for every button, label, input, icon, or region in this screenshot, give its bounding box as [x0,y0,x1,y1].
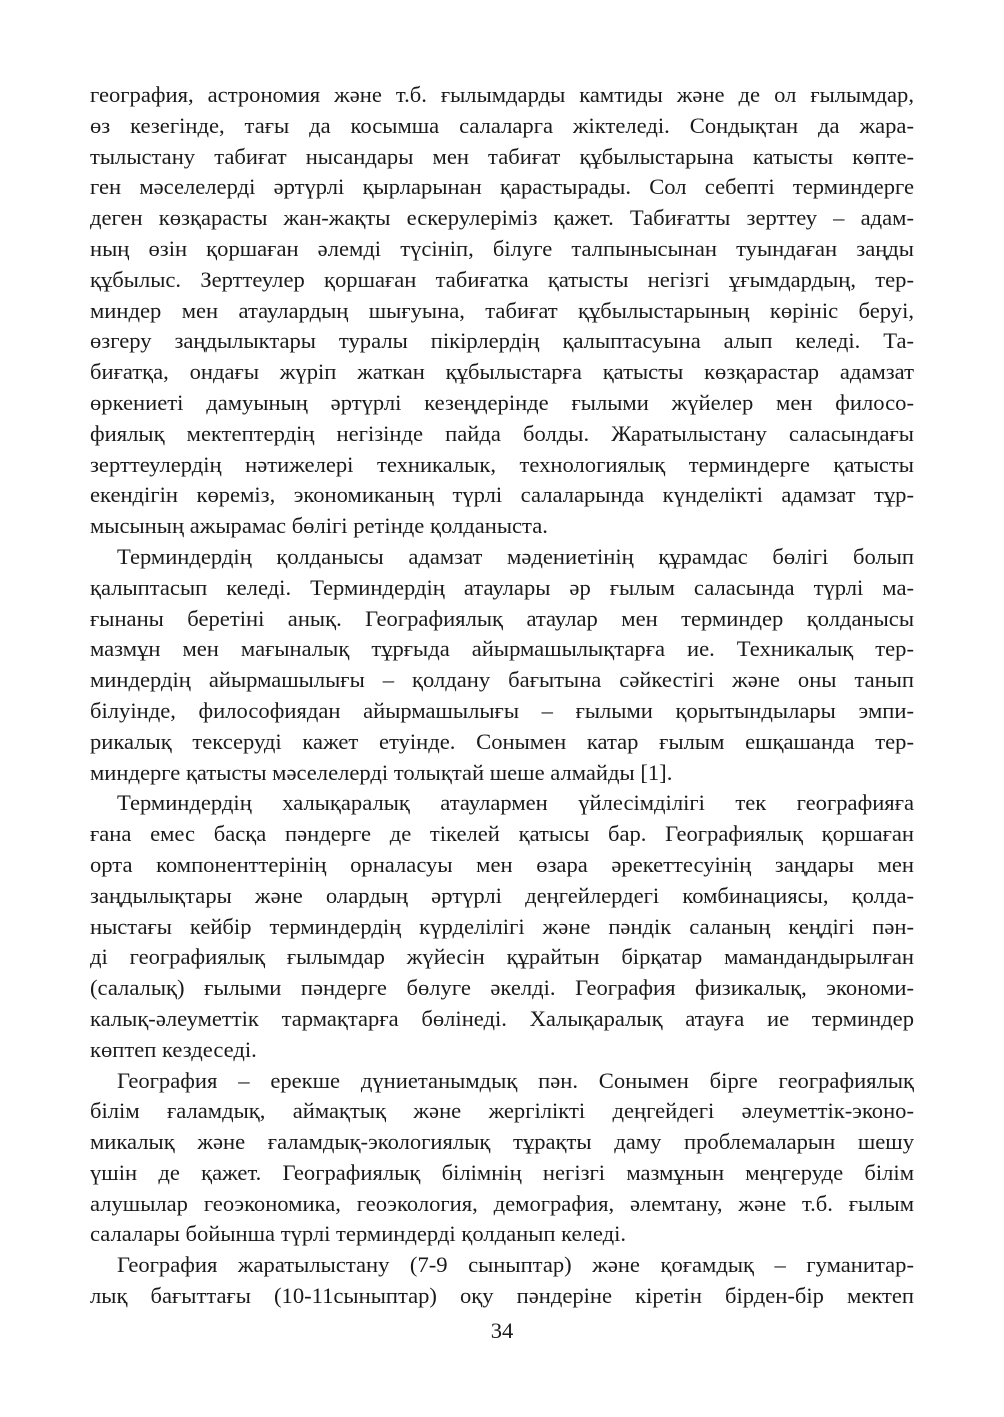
text-line: тылыстану табиғат нысандары мен табиғат құбылыстарына катысты көпте- [90,143,914,169]
text-line: мысының ажырамас бөлігі ретінде қолданыста. [90,513,548,539]
text-line: фиялық мектептердің негізінде пайда болды. Жаратылыстану саласындағы [90,420,914,446]
text-line: микалық және ғаламдық-экологиялық тұрақты даму проблемаларын шешу [90,1129,914,1155]
text-line: өркениеті дамуының әртүрлі кезеңдерінде ғылыми жүйелер мен филосо- [90,389,914,415]
text-line: салалары бойынша түрлі терминдерді қолданып келеді. [90,1221,626,1247]
text-line: деген көзқарасты жан-жақты ескерулеріміз қажет. Табиғатты зерттеу – адам- [90,205,914,231]
text-line: үшін де қажет. Географиялық білімнің негізгі мазмұнын меңгеруде білім [90,1159,914,1185]
text-line: ның өзін қоршаған әлемді түсініп, білуге талпынысынан туындаған заңды [90,235,914,261]
text-line: көптеп кездеседі. [90,1036,257,1062]
text-line: миндерге қатысты мәселелерді толықтай шеше алмайды [1]. [90,759,673,785]
text-line: (салалық) ғылыми пәндерге бөлуге әкелді. География физикалық, экономи- [90,975,914,1001]
text-line: рикалық тексеруді кажет етуінде. Сонымен катар ғылым ешқашанда тер- [90,728,914,754]
text-line: ді географиялық ғылымдар жүйесін құрайтын бірқатар мамандандырылған [90,944,914,970]
text-line: білуінде, философиядан айырмашылығы – ғылыми қорытындылары эмпи- [90,697,914,723]
text-line: қалыптасып келеді. Терминдердің атаулары әр ғылым саласында түрлі ма- [90,574,914,600]
text-line: заңдылықтары және олардың әртүрлі деңгейлердегі комбинациясы, қолда- [90,882,914,908]
text-line: орта компоненттерінің орналасуы мен өзара әрекеттесуінің заңдары мен [90,851,914,877]
text-line: Терминдердің халықаралық атаулармен үйлесімділігі тек географияға [117,790,914,816]
text-line: миндердің айырмашылығы – қолдану бағытына сәйкестігі және оны танып [90,667,914,693]
text-line: Терминдердің қолданысы адамзат мәдениетінің құрамдас бөлігі болып [117,543,914,569]
text-line: өз кезегінде, тағы да косымша салаларга жіктеледі. Сондықтан да жара- [90,112,914,138]
text-line: екендігін көреміз, экономиканың түрлі салаларында күнделікті адамзат тұр- [90,482,914,508]
body-text [90,80,914,1312]
text-line: ғынаны беретіні анық. Географиялық атаулар мен терминдер қолданысы [90,605,914,631]
text-line: География – ерекше дүниетанымдық пән. Сонымен бірге географиялық [117,1067,914,1093]
page-number: 34 [490,1318,514,1343]
text-line: өзгеру заңдылыктары туралы пікірлердің қалыптасуына алып келеді. Та- [90,328,914,354]
text-line: География жаратылыстану (7-9 сыныптар) және қоғамдық – гуманитар- [117,1252,914,1278]
text-line: білім ғаламдық, аймақтық және жергілікті деңгейдегі әлеуметтік-эконо- [90,1098,914,1124]
text-line: ныстағы кейбір терминдердің күрделілігі және пәндік саланың кеңдігі пән- [90,913,914,939]
text-line: мазмұн мен мағыналық тұрғыда айырмашылықтарға ие. Техникалық тер- [90,636,914,662]
text-line: алушылар геоэкономика, геоэкология, демография, әлемтану, және т.б. ғылым [90,1190,914,1216]
text-line: лық бағыттағы (10-11сыныптар) оқу пәндеріне кіретін бірден-бір мектеп [90,1283,914,1309]
text-line: құбылыс. Зерттеулер қоршаған табиғатка қатысты негізгі ұғымдардың, тер- [90,266,914,292]
text-line: ген мәселелерді әртүрлі қырларынан қарастырады. Сол себепті терминдерге [90,174,914,200]
text-line: миндер мен атаулардың шығуына, табиғат құбылыстарының көрініс беруі, [90,297,914,323]
text-line: ғана емес басқа пәндерге де тікелей қатысы бар. Географиялық қоршаған [90,821,914,847]
text-line: калық-әлеуметтік тармақтарға бөлінеді. Халықаралық атауға ие терминдер [90,1005,914,1031]
text-line: география, астрономия және т.б. ғылымдарды камтиды және де ол ғылымдар, [90,82,914,107]
text-line: зерттеулердің нәтижелері техникалык, технологиялық терминдерге қатысты [90,451,914,477]
text-line: биғатқа, ондағы жүріп жаткан құбылыстарға қатысты көзқарастар адамзат [90,359,914,385]
